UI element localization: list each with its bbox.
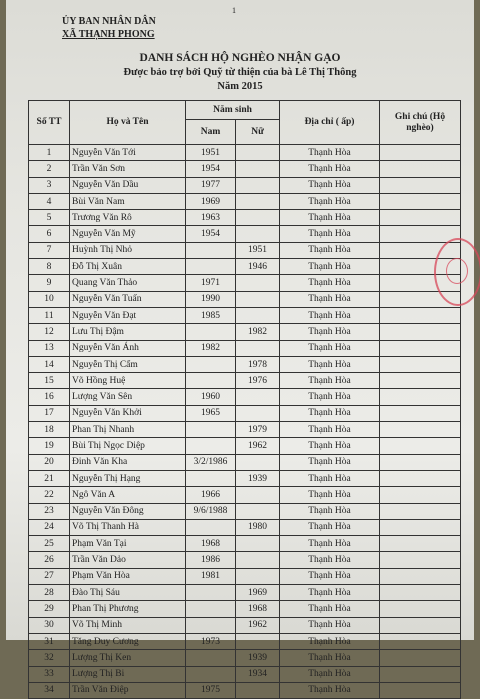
cell-note <box>380 650 461 666</box>
cell-stt: 5 <box>29 210 70 226</box>
cell-name: Nguyễn Văn Đạt <box>70 307 186 323</box>
cell-birth-female: 1962 <box>236 438 280 454</box>
cell-address: Thạnh Hòa <box>280 177 380 193</box>
table-row <box>29 275 461 291</box>
table-row <box>29 650 461 666</box>
table-row <box>29 422 461 438</box>
cell-birth-female: 1968 <box>236 601 280 617</box>
cell-birth-male: 9/6/1988 <box>186 503 236 519</box>
cell-note <box>380 389 461 405</box>
cell-birth-male: 1981 <box>186 568 236 584</box>
cell-birth-female <box>236 536 280 552</box>
cell-birth-female <box>236 210 280 226</box>
cell-name: Lưu Thị Đậm <box>70 324 186 340</box>
cell-name: Trần Văn Dảo <box>70 552 186 568</box>
cell-name: Nguyễn Văn Tới <box>70 145 186 161</box>
cell-address: Thạnh Hòa <box>280 275 380 291</box>
cell-birth-female <box>236 454 280 470</box>
table-row <box>29 373 461 389</box>
cell-birth-male: 1969 <box>186 193 236 209</box>
cell-stt: 33 <box>29 666 70 682</box>
cell-note <box>380 617 461 633</box>
cell-birth-female: 1978 <box>236 356 280 372</box>
cell-note <box>380 666 461 682</box>
cell-birth-female <box>236 487 280 503</box>
cell-note <box>380 568 461 584</box>
cell-address: Thạnh Hòa <box>280 633 380 649</box>
table-row <box>29 259 461 275</box>
cell-stt: 14 <box>29 356 70 372</box>
cell-birth-female: 1934 <box>236 666 280 682</box>
cell-birth-female: 1951 <box>236 242 280 258</box>
cell-birth-male <box>186 519 236 535</box>
table-row <box>29 633 461 649</box>
table-row <box>29 226 461 242</box>
cell-name: Nguyễn Văn Ánh <box>70 340 186 356</box>
cell-name: Lượng Văn Sên <box>70 389 186 405</box>
cell-note <box>380 454 461 470</box>
cell-birth-male: 1968 <box>186 536 236 552</box>
cell-address: Thạnh Hòa <box>280 503 380 519</box>
cell-address: Thạnh Hòa <box>280 682 380 698</box>
cell-name: Nguyễn Văn Khởi <box>70 405 186 421</box>
cell-note <box>380 601 461 617</box>
document-year: Năm 2015 <box>217 81 263 92</box>
document-page <box>6 0 474 696</box>
col-header-birth-year: Năm sinh <box>186 101 280 120</box>
table-row <box>29 356 461 372</box>
cell-birth-female <box>236 161 280 177</box>
table-row <box>29 552 461 568</box>
cell-name: Nguyễn Văn Đông <box>70 503 186 519</box>
table-row <box>29 161 461 177</box>
cell-birth-female <box>236 568 280 584</box>
cell-address: Thạnh Hòa <box>280 340 380 356</box>
cell-stt: 26 <box>29 552 70 568</box>
cell-birth-male <box>186 356 236 372</box>
cell-birth-male <box>186 650 236 666</box>
table-row <box>29 389 461 405</box>
cell-stt: 21 <box>29 470 70 486</box>
table-row <box>29 438 461 454</box>
cell-note <box>380 438 461 454</box>
cell-stt: 16 <box>29 389 70 405</box>
cell-note <box>380 324 461 340</box>
table-row <box>29 210 461 226</box>
col-header-male: Nam <box>186 120 236 145</box>
cell-birth-male <box>186 324 236 340</box>
cell-name: Lượng Thị Ken <box>70 650 186 666</box>
cell-stt: 25 <box>29 536 70 552</box>
table-row <box>29 585 461 601</box>
cell-name: Trương Văn Rô <box>70 210 186 226</box>
table-row <box>29 177 461 193</box>
cell-birth-male <box>186 242 236 258</box>
cell-address: Thạnh Hòa <box>280 650 380 666</box>
cell-stt: 20 <box>29 454 70 470</box>
cell-note <box>380 307 461 323</box>
cell-stt: 11 <box>29 307 70 323</box>
cell-name: Võ Thị Thanh Hà <box>70 519 186 535</box>
cell-stt: 23 <box>29 503 70 519</box>
cell-stt: 34 <box>29 682 70 698</box>
table-row <box>29 536 461 552</box>
table-row <box>29 454 461 470</box>
cell-birth-female <box>236 340 280 356</box>
cell-note <box>380 177 461 193</box>
cell-birth-female <box>236 193 280 209</box>
cell-birth-female: 1976 <box>236 373 280 389</box>
cell-birth-female <box>236 275 280 291</box>
cell-address: Thạnh Hòa <box>280 422 380 438</box>
cell-address: Thạnh Hòa <box>280 405 380 421</box>
table-row <box>29 145 461 161</box>
table-row <box>29 291 461 307</box>
cell-stt: 27 <box>29 568 70 584</box>
cell-address: Thạnh Hòa <box>280 145 380 161</box>
cell-birth-female: 1980 <box>236 519 280 535</box>
issuing-authority <box>62 15 156 41</box>
cell-birth-male: 1960 <box>186 389 236 405</box>
cell-name: Phạm Văn Tại <box>70 536 186 552</box>
cell-name: Trần Văn Điệp <box>70 682 186 698</box>
cell-birth-female <box>236 552 280 568</box>
cell-birth-female: 1939 <box>236 470 280 486</box>
cell-birth-male: 3/2/1986 <box>186 454 236 470</box>
cell-stt: 18 <box>29 422 70 438</box>
cell-note <box>380 519 461 535</box>
cell-stt: 4 <box>29 193 70 209</box>
cell-note <box>380 682 461 698</box>
cell-name: Trần Văn Sơn <box>70 161 186 177</box>
cell-birth-male: 1990 <box>186 291 236 307</box>
cell-stt: 24 <box>29 519 70 535</box>
cell-birth-female <box>236 682 280 698</box>
cell-note <box>380 503 461 519</box>
cell-name: Đinh Văn Kha <box>70 454 186 470</box>
cell-note <box>380 633 461 649</box>
cell-birth-female <box>236 145 280 161</box>
table-body <box>29 145 461 699</box>
cell-stt: 9 <box>29 275 70 291</box>
cell-name: Võ Hồng Huệ <box>70 373 186 389</box>
cell-name: Quang Văn Thảo <box>70 275 186 291</box>
cell-stt: 1 <box>29 145 70 161</box>
table-row <box>29 405 461 421</box>
table-row <box>29 503 461 519</box>
cell-birth-male: 1951 <box>186 145 236 161</box>
cell-address: Thạnh Hòa <box>280 291 380 307</box>
cell-note <box>380 145 461 161</box>
cell-address: Thạnh Hòa <box>280 324 380 340</box>
cell-stt: 28 <box>29 585 70 601</box>
cell-birth-male: 1985 <box>186 307 236 323</box>
cell-birth-female <box>236 405 280 421</box>
cell-birth-male <box>186 259 236 275</box>
cell-birth-male: 1986 <box>186 552 236 568</box>
cell-address: Thạnh Hòa <box>280 210 380 226</box>
cell-birth-male: 1965 <box>186 405 236 421</box>
cell-birth-male: 1982 <box>186 340 236 356</box>
cell-note <box>380 536 461 552</box>
cell-address: Thạnh Hòa <box>280 242 380 258</box>
cell-stt: 30 <box>29 617 70 633</box>
cell-name: Nguyễn Văn Dầu <box>70 177 186 193</box>
cell-birth-female <box>236 291 280 307</box>
table-row <box>29 601 461 617</box>
cell-note <box>380 161 461 177</box>
official-seal <box>434 238 480 306</box>
cell-birth-female <box>236 226 280 242</box>
col-header-name: Họ và Tên <box>70 101 186 145</box>
cell-note <box>380 373 461 389</box>
cell-address: Thạnh Hòa <box>280 454 380 470</box>
cell-stt: 6 <box>29 226 70 242</box>
table-row <box>29 519 461 535</box>
cell-address: Thạnh Hòa <box>280 601 380 617</box>
cell-stt: 17 <box>29 405 70 421</box>
cell-note <box>380 340 461 356</box>
cell-name: Nguyễn Văn Tuấn <box>70 291 186 307</box>
table-row <box>29 193 461 209</box>
cell-address: Thạnh Hòa <box>280 617 380 633</box>
cell-birth-female: 1982 <box>236 324 280 340</box>
cell-stt: 8 <box>29 259 70 275</box>
cell-note <box>380 585 461 601</box>
cell-birth-female: 1939 <box>236 650 280 666</box>
page-number: 1 <box>232 6 236 15</box>
cell-birth-male <box>186 585 236 601</box>
cell-note <box>380 470 461 486</box>
col-header-address: Địa chỉ ( ấp) <box>280 101 380 145</box>
cell-address: Thạnh Hòa <box>280 438 380 454</box>
cell-birth-female: 1969 <box>236 585 280 601</box>
cell-name: Bùi Thị Ngọc Diệp <box>70 438 186 454</box>
cell-stt: 2 <box>29 161 70 177</box>
cell-address: Thạnh Hòa <box>280 568 380 584</box>
document-subtitle: Được bảo trợ bởi Quỹ từ thiện của bà Lê Thị Thông <box>123 67 357 78</box>
cell-note <box>380 356 461 372</box>
cell-birth-male <box>186 373 236 389</box>
cell-stt: 32 <box>29 650 70 666</box>
cell-name: Nguyễn Thị Cẩm <box>70 356 186 372</box>
cell-birth-male: 1977 <box>186 177 236 193</box>
cell-birth-male: 1966 <box>186 487 236 503</box>
cell-note <box>380 422 461 438</box>
cell-name: Phan Thị Nhanh <box>70 422 186 438</box>
table-row <box>29 617 461 633</box>
cell-birth-female <box>236 389 280 405</box>
cell-birth-male: 1973 <box>186 633 236 649</box>
cell-stt: 22 <box>29 487 70 503</box>
cell-name: Ngô Văn A <box>70 487 186 503</box>
cell-birth-male <box>186 470 236 486</box>
cell-name: Lượng Thị Bi <box>70 666 186 682</box>
cell-address: Thạnh Hòa <box>280 519 380 535</box>
cell-address: Thạnh Hòa <box>280 666 380 682</box>
cell-name: Phan Thị Phương <box>70 601 186 617</box>
cell-stt: 29 <box>29 601 70 617</box>
cell-note <box>380 193 461 209</box>
cell-birth-male <box>186 617 236 633</box>
cell-address: Thạnh Hòa <box>280 161 380 177</box>
cell-name: Tăng Duy Cương <box>70 633 186 649</box>
col-header-stt: Số TT <box>29 101 70 145</box>
cell-name: Võ Thị Minh <box>70 617 186 633</box>
cell-address: Thạnh Hòa <box>280 373 380 389</box>
cell-stt: 31 <box>29 633 70 649</box>
cell-name: Huỳnh Thị Nhỏ <box>70 242 186 258</box>
cell-birth-male <box>186 666 236 682</box>
cell-birth-male: 1971 <box>186 275 236 291</box>
table-row <box>29 666 461 682</box>
cell-name: Phạm Văn Hòa <box>70 568 186 584</box>
beneficiary-table <box>28 100 461 699</box>
cell-birth-male: 1954 <box>186 161 236 177</box>
table-row <box>29 487 461 503</box>
cell-address: Thạnh Hòa <box>280 389 380 405</box>
table-row <box>29 242 461 258</box>
cell-birth-male: 1963 <box>186 210 236 226</box>
table-row <box>29 340 461 356</box>
cell-birth-female: 1962 <box>236 617 280 633</box>
cell-birth-female <box>236 503 280 519</box>
cell-stt: 3 <box>29 177 70 193</box>
cell-address: Thạnh Hòa <box>280 259 380 275</box>
table-row <box>29 470 461 486</box>
cell-address: Thạnh Hòa <box>280 193 380 209</box>
cell-address: Thạnh Hòa <box>280 307 380 323</box>
cell-note <box>380 405 461 421</box>
cell-stt: 15 <box>29 373 70 389</box>
table-header-row <box>29 101 461 120</box>
cell-name: Đào Thị Sáu <box>70 585 186 601</box>
table-row <box>29 324 461 340</box>
cell-birth-female: 1979 <box>236 422 280 438</box>
cell-birth-male <box>186 601 236 617</box>
cell-stt: 13 <box>29 340 70 356</box>
cell-address: Thạnh Hòa <box>280 536 380 552</box>
cell-birth-male: 1954 <box>186 226 236 242</box>
cell-address: Thạnh Hòa <box>280 487 380 503</box>
cell-address: Thạnh Hòa <box>280 356 380 372</box>
cell-note <box>380 552 461 568</box>
cell-birth-male <box>186 422 236 438</box>
table-row <box>29 682 461 698</box>
cell-birth-male: 1975 <box>186 682 236 698</box>
cell-name: Bùi Văn Nam <box>70 193 186 209</box>
document-title: DANH SÁCH HỘ NGHÈO NHẬN GẠO <box>139 52 341 64</box>
col-header-note: Ghi chú (Hộ nghèo) <box>380 101 461 145</box>
col-header-female: Nữ <box>236 120 280 145</box>
cell-note <box>380 487 461 503</box>
cell-birth-female: 1946 <box>236 259 280 275</box>
cell-note <box>380 210 461 226</box>
authority-line-1: ỦY BAN NHÂN DÂN <box>62 16 156 27</box>
cell-birth-female <box>236 177 280 193</box>
cell-stt: 10 <box>29 291 70 307</box>
cell-stt: 19 <box>29 438 70 454</box>
cell-address: Thạnh Hòa <box>280 552 380 568</box>
cell-address: Thạnh Hòa <box>280 470 380 486</box>
cell-birth-female <box>236 307 280 323</box>
table-row <box>29 307 461 323</box>
cell-stt: 12 <box>29 324 70 340</box>
cell-stt: 7 <box>29 242 70 258</box>
cell-name: Đỗ Thị Xuân <box>70 259 186 275</box>
cell-birth-female <box>236 633 280 649</box>
cell-address: Thạnh Hòa <box>280 585 380 601</box>
cell-name: Nguyễn Văn Mỹ <box>70 226 186 242</box>
cell-name: Nguyễn Thị Hạng <box>70 470 186 486</box>
cell-address: Thạnh Hòa <box>280 226 380 242</box>
authority-line-2: XÃ THẠNH PHONG <box>62 29 155 40</box>
table-row <box>29 568 461 584</box>
cell-birth-male <box>186 438 236 454</box>
